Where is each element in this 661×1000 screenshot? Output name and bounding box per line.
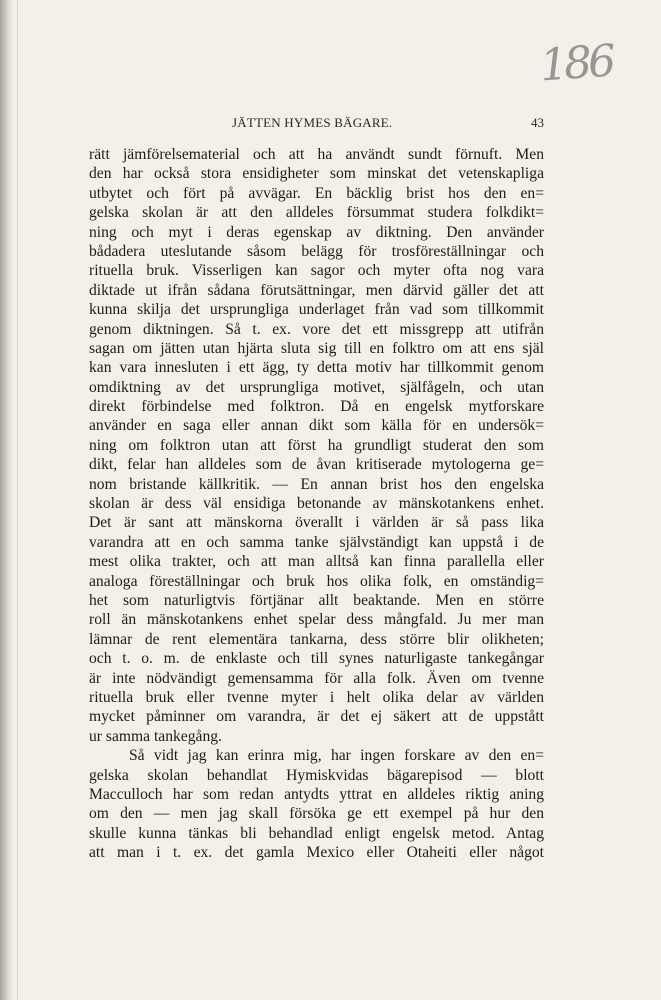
text-line: direkt förbindelse med folktron. Då en engelsk mytforskare [89,398,544,416]
text-line: ning om folktron utan att först ha grundligt studerat den som [89,436,544,454]
text-line: diktade ut ifrån sådana förutsättningar, men därvid gäller det att [89,281,544,299]
paragraph-start-line: Så vidt jag kan erinra mig, har ingen forskare av den en= [129,747,544,765]
running-head [89,115,544,133]
text-line: genom diktningen. Så t. ex. vore det ett missgrepp att utifrån [89,320,544,338]
text-line: rätt jämförelsematerial och att ha användt sundt förnuft. Men [89,146,544,163]
running-head-title: JÄTTEN HYMES BÄGARE. [232,115,393,130]
text-line: använder en saga eller annan dikt som källa för en undersök= [89,417,544,435]
text-line: gelska skolan behandlat Hymiskvidas bägarepisod — blott [89,766,544,784]
text-line: mycket påminner om varandra, är det ej säkert att de uppstått [89,708,544,726]
page-number: 43 [531,115,544,130]
text-line: ning och myt i deras egenskap av diktning. Den använder [89,223,544,241]
paragraph-end-line: ur samma tankegång. [89,727,222,745]
text-line: bådadera uteslutande såsom belägg för trosföreställningar och [89,242,544,260]
text-line: het som naturligtvis förtjänar allt beaktande. Men en större [89,591,544,609]
binding-edge [17,0,18,1000]
text-line: sagan om jätten utan hjärta sluta sig till en folktro om att ens själ [89,339,544,357]
text-line: dikt, felar han alldeles som de åvan kritiserade mytologerna ge= [89,456,544,474]
text-line: mest olika trakter, och att man alltså kan finna parallella eller [89,553,544,571]
text-line: rituella bruk. Visserligen kan sagor och myter ofta nog vara [89,262,544,280]
text-line: Det är sant att mänskorna överallt i världen är så pass lika [89,514,544,532]
text-line: kan vara innesluten i ett ägg, ty detta motiv har tillkommit genom [89,359,544,377]
text-line: utbytet och fört på avvägar. En bäcklig brist hos den en= [89,184,544,202]
body-text [89,145,544,862]
text-line: varandra att en och samma tanke självständigt kan uppstå i de [89,533,544,551]
binding-shadow [0,0,14,1000]
text-line: rituella bruk eller tvenne myter i helt olika delar av världen [89,688,544,706]
text-line: och t. o. m. de enklaste och till synes naturligaste tankegångar [89,650,544,668]
text-line: roll än mänskotankens enhet spelar dess mångfald. Ju mer man [89,611,544,629]
text-line: skolan är dess väl ensidiga betonande av mänskotankens enhet. [89,495,544,513]
text-line: är inte nödvändigt gemensamma för alla folk. Även om tvenne [89,669,544,687]
text-line: kunna skilja det ursprungliga underlaget från vad som tillkommit [89,301,544,319]
text-line: gelska skolan är att den alldeles försummat studera folkdikt= [89,204,544,222]
text-line: nom bristande källkritik. — En annan brist hos den engelska [89,475,544,493]
text-line: skulle kunna tänkas bli behandlad enligt engelsk metod. Antag [89,824,544,842]
text-line: analoga föreställningar och bruk hos olika folk, en omständig= [89,572,544,590]
text-line: att man i t. ex. det gamla Mexico eller Otaheiti eller något [89,844,544,862]
text-line: den har också stora ensidigheter som minskat det vetenskapliga [89,165,544,183]
text-line: Macculloch har som redan antydts yttrat en alldeles riktig aning [89,785,544,803]
text-line: lämnar de rent elementära tankarna, dess större blir olikheten; [89,630,544,648]
text-line: omdiktning av det ursprungliga motivet, själfågeln, och utan [89,378,544,396]
handwritten-page-annotation: 186 [538,35,614,92]
text-line: om den — men jag skall försöka ge ett exempel på hur den [89,805,544,823]
